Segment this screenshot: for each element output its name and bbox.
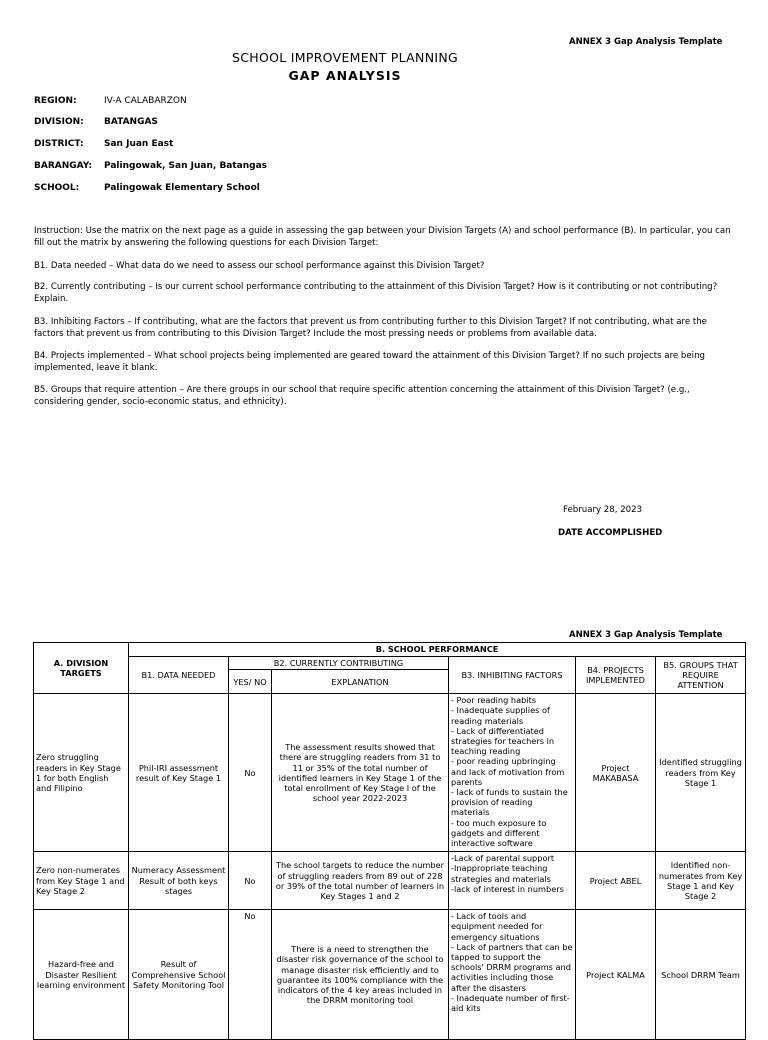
header-b1: B1. DATA NEEDED: [129, 657, 229, 694]
info-label: DIVISION:: [34, 117, 84, 127]
cell-project: Project MAKABASA: [576, 694, 656, 852]
header-b3: B3. INHIBITING FACTORS: [449, 657, 576, 694]
table-row: [34, 910, 746, 1040]
instruction-b5: B5. Groups that require attention – Are there groups in our school that require specific attention concerning the attainment of this Division Target? (e.g., considering gender, socio-economic status, and ethnicity).: [34, 385, 690, 407]
date-label: DATE ACCOMPLISHED: [558, 528, 663, 538]
page-subtitle: GAP ANALYSIS: [288, 68, 402, 83]
list-item: -lack of interest in numbers: [451, 883, 564, 894]
info-school: [34, 183, 260, 193]
info-value: BATANGAS: [104, 117, 158, 127]
info-value: Palingowak, San Juan, Batangas: [104, 161, 268, 171]
cell-project: Project ABEL: [576, 852, 656, 910]
list-item: - Lack of differentiated strategies for teachers in teaching reading: [451, 725, 555, 757]
info-label: BARANGAY:: [34, 161, 93, 171]
instruction-b3: B3. Inhibiting Factors – If contributing, what are the factors that prevent us from contributing further to this Division Target? If not contributing, what are the factors that prevent us from contributing to this Division Target? Include the most pressing needs or problems from available data.: [34, 317, 707, 339]
header-b2: B2. CURRENTLY CONTRIBUTING: [229, 657, 449, 670]
info-region: [34, 96, 187, 106]
info-label: DISTRICT:: [34, 139, 84, 149]
instruction-intro: Instruction: Use the matrix on the next page as a guide in assessing the gap between your Division Targets (A) and school performance (B). In particular, you can fill out the matrix by answering the following questions for each Division Target:: [34, 226, 731, 248]
cell-yes-no: No: [229, 694, 272, 852]
instruction-b4: B4. Projects implemented – What school projects being implemented are geared toward the attainment of this Division Target? If no such projects are being implemented, leave it blank.: [34, 351, 705, 373]
list-item: -Lack of parental support: [451, 853, 555, 864]
list-item: - Lack of partners that can be tapped to support the schools' DRRM programs and activities including those after the disasters: [451, 941, 573, 993]
header-school-performance: B. SCHOOL PERFORMANCE: [129, 643, 746, 657]
annex-label-2: ANNEX 3 Gap Analysis Template: [569, 630, 723, 640]
date-value: February 28, 2023: [563, 505, 643, 515]
cell-data-needed: Phil-IRI assessment result of Key Stage 1: [129, 694, 229, 852]
cell-project: Project KALMA: [576, 910, 656, 1040]
list-item: - Poor reading habits: [451, 695, 537, 706]
cell-target: Zero non-numerates from Key Stage 1 and Key Stage 2: [34, 852, 129, 910]
header-division-targets: A. DIVISION TARGETS: [34, 643, 129, 694]
info-value: Palingowak Elementary School: [104, 183, 260, 193]
cell-target: Zero struggling readers in Key Stage 1 for both English and Filipino: [34, 694, 129, 852]
info-division: [34, 117, 158, 127]
cell-yes-no: No: [229, 852, 272, 910]
gap-analysis-table: [33, 642, 746, 1040]
list-item: - too much exposure to gadgets and different interactive software: [451, 817, 547, 849]
info-value: San Juan East: [104, 139, 174, 149]
instruction-b1: B1. Data needed – What data do we need to assess our school performance against this Division Target?: [34, 261, 485, 271]
cell-explanation: The school targets to reduce the number of struggling readers from 89 out of 228 or 39% of the total number of learners in Key Stages 1 and 2: [272, 852, 449, 910]
annex-label: ANNEX 3 Gap Analysis Template: [569, 37, 723, 47]
cell-groups: Identified struggling readers from Key Stage 1: [656, 694, 746, 852]
header-b4: B4. PROJECTS IMPLEMENTED: [576, 657, 656, 694]
list-item: - Lack of tools and equipment needed for emergency situations: [451, 911, 543, 942]
header-explanation: EXPLANATION: [272, 670, 449, 694]
header-b5: B5. GROUPS THAT REQUIRE ATTENTION: [656, 657, 746, 694]
cell-explanation: There is a need to strengthen the disaster risk governance of the school to manage disaster risk efficiently and to guarantee its 100% compliance with the indicators of the 4 key areas included in the DRRM monitoring tool: [272, 910, 449, 1040]
info-label: REGION:: [34, 96, 77, 106]
cell-inhibiting: [449, 852, 576, 910]
cell-yes-no: No: [229, 910, 272, 1040]
info-value: IV-A CALABARZON: [104, 96, 187, 106]
cell-target: Hazard-free and Disaster Resilient learning environment: [34, 910, 129, 1040]
list-item: - poor reading upbringing and lack of motivation from parents: [451, 756, 565, 787]
list-item: -Inappropriate teaching strategies and materials: [451, 863, 551, 884]
info-district: [34, 139, 173, 149]
list-item: - lack of funds to sustain the provision of reading materials: [451, 787, 568, 818]
table-row: [34, 694, 746, 852]
cell-data-needed: Numeracy Assessment Result of both keys stages: [129, 852, 229, 910]
header-yes-no: YES/ NO: [229, 670, 272, 694]
cell-data-needed: Result of Comprehensive School Safety Monitoring Tool: [129, 910, 229, 1040]
cell-groups: School DRRM Team: [656, 910, 746, 1040]
list-item: - Inadequate number of first-aid kits: [451, 992, 570, 1014]
cell-inhibiting: [449, 910, 576, 1040]
cell-inhibiting: [449, 694, 576, 852]
table-row: [34, 852, 746, 910]
cell-groups: Identified non-numerates from Key Stage 1 and Key Stage 2: [656, 852, 746, 910]
page-title: SCHOOL IMPROVEMENT PLANNING: [232, 50, 458, 65]
instruction-b2: B2. Currently contributing – Is our current school performance contributing to the attainment of this Division Target? How is it contributing or not contributing? Explain.: [34, 282, 718, 304]
cell-explanation: The assessment results showed that there are struggling readers from 31 to 11 or 35% of the total number of identified learners in Key Stage 1 of the total enrollment of Key Stage I of the school year 2022-2023: [272, 694, 449, 852]
list-item: - Inadequate supplies of reading materials: [451, 705, 550, 726]
info-barangay: [34, 161, 267, 171]
info-label: SCHOOL:: [34, 183, 80, 193]
